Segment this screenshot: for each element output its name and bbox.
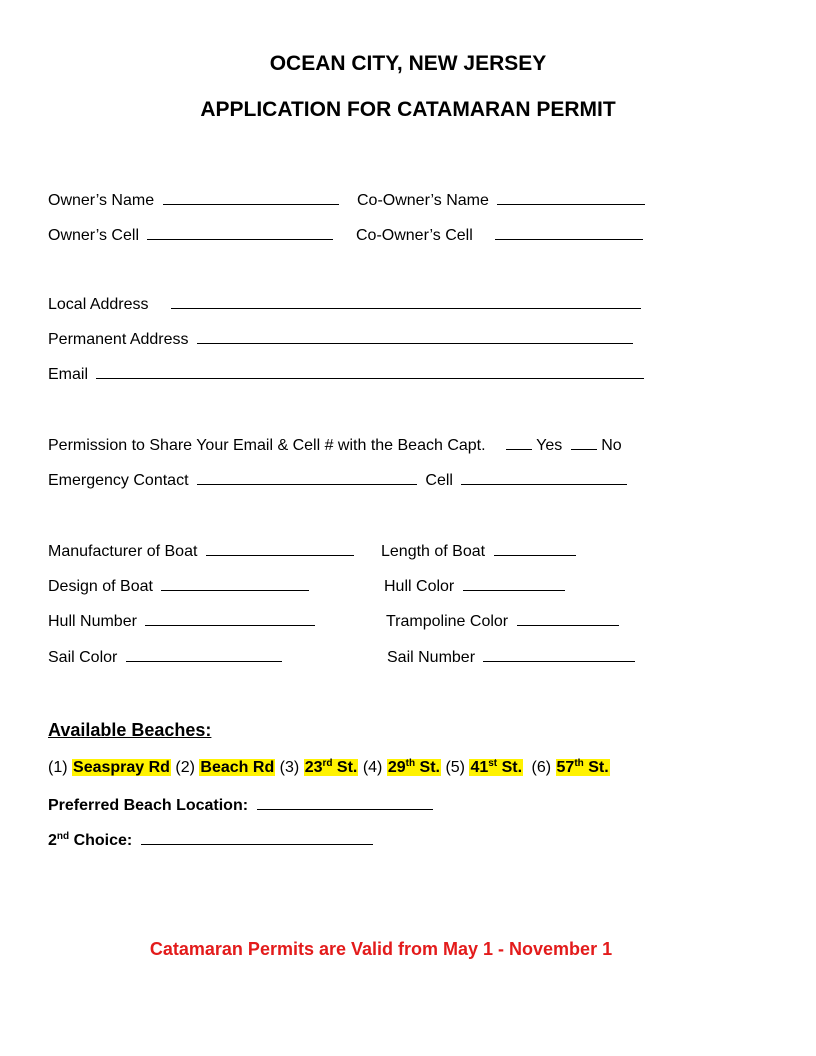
hull-color-row [384,575,565,597]
emergency-contact-field[interactable] [197,469,417,485]
hull-color-label: Hull Color [384,578,455,595]
owner-cell-label: Owner’s Cell [48,227,139,244]
permission-yes-label: Yes [536,437,563,454]
sail-number-label: Sail Number [387,649,476,666]
permission-yes-field[interactable] [506,434,532,450]
sail-color-row [48,646,282,668]
owner-name-row [48,189,339,211]
local-address-field[interactable] [171,293,641,309]
email-field[interactable] [96,363,644,379]
emergency-cell-label: Cell [425,472,453,489]
beach-1-name: Seaspray Rd [73,759,170,776]
co-owner-name-label: Co-Owner’s Name [357,192,489,209]
owner-name-label: Owner’s Name [48,192,155,209]
second-choice-row [48,829,373,851]
beach-5-num: (5) [445,759,465,776]
beach-4-num: (4) [362,759,383,776]
length-label: Length of Boat [381,543,486,560]
permission-row [48,434,622,456]
form-title-application: APPLICATION FOR CATAMARAN PERMIT [200,98,616,121]
permission-no-label: No [601,437,622,454]
sail-color-label: Sail Color [48,649,118,666]
trampoline-label: Trampoline Color [386,613,509,630]
local-address-label: Local Address [48,296,149,313]
beaches-heading: Available Beaches: [48,720,212,740]
preferred-beach-field[interactable] [257,794,433,810]
trampoline-field[interactable] [517,610,619,626]
beach-4-name: 29th St. [387,758,440,776]
email-row [48,363,644,385]
co-owner-cell-field[interactable] [495,224,643,240]
co-owner-name-row [357,189,645,211]
hull-number-row [48,610,315,632]
second-choice-field[interactable] [141,829,373,845]
co-owner-cell-row [356,224,643,246]
owner-cell-row [48,224,333,246]
permanent-address-field[interactable] [197,328,633,344]
beach-6-name: 57th St. [556,758,609,776]
length-row [381,540,576,562]
manufacturer-field[interactable] [206,540,354,556]
beach-6-num: (6) [531,759,552,776]
manufacturer-label: Manufacturer of Boat [48,543,198,560]
design-label: Design of Boat [48,578,153,595]
sail-number-field[interactable] [483,646,635,662]
emergency-cell-field[interactable] [461,469,627,485]
hull-color-field[interactable] [463,575,565,591]
trampoline-row [386,610,619,632]
beach-3-name: 23rd St. [304,758,358,776]
beach-5-name: 41st St. [470,758,523,776]
validity-notice: Catamaran Permits are Valid from May 1 - November 1 [149,939,613,959]
owner-name-field[interactable] [163,189,339,205]
beach-3-num: (3) [279,759,300,776]
form-title-city: OCEAN CITY, NEW JERSEY [269,52,547,75]
hull-number-field[interactable] [145,610,315,626]
preferred-beach-label: Preferred Beach Location: [48,797,249,814]
beach-2-num: (2) [175,759,195,776]
email-label: Email [48,366,89,383]
design-field[interactable] [161,575,309,591]
manufacturer-row [48,540,354,562]
owner-cell-field[interactable] [147,224,333,240]
length-field[interactable] [494,540,576,556]
co-owner-name-field[interactable] [497,189,645,205]
beach-1-num: (1) [48,759,68,776]
co-owner-cell-label: Co-Owner’s Cell [356,227,473,244]
emergency-row [48,469,627,491]
sail-color-field[interactable] [126,646,282,662]
permission-no-field[interactable] [571,434,597,450]
beaches-list [48,758,610,778]
permanent-address-label: Permanent Address [48,331,189,348]
preferred-beach-row [48,794,433,816]
hull-number-label: Hull Number [48,613,137,630]
beach-2-name: Beach Rd [200,759,275,776]
local-address-row [48,293,641,315]
permanent-address-row [48,328,633,350]
emergency-contact-label: Emergency Contact [48,472,189,489]
sail-number-row [387,646,635,668]
design-row [48,575,309,597]
permission-question: Permission to Share Your Email & Cell # with the Beach Capt. [48,437,486,454]
second-choice-label: 2nd Choice: [48,831,133,849]
